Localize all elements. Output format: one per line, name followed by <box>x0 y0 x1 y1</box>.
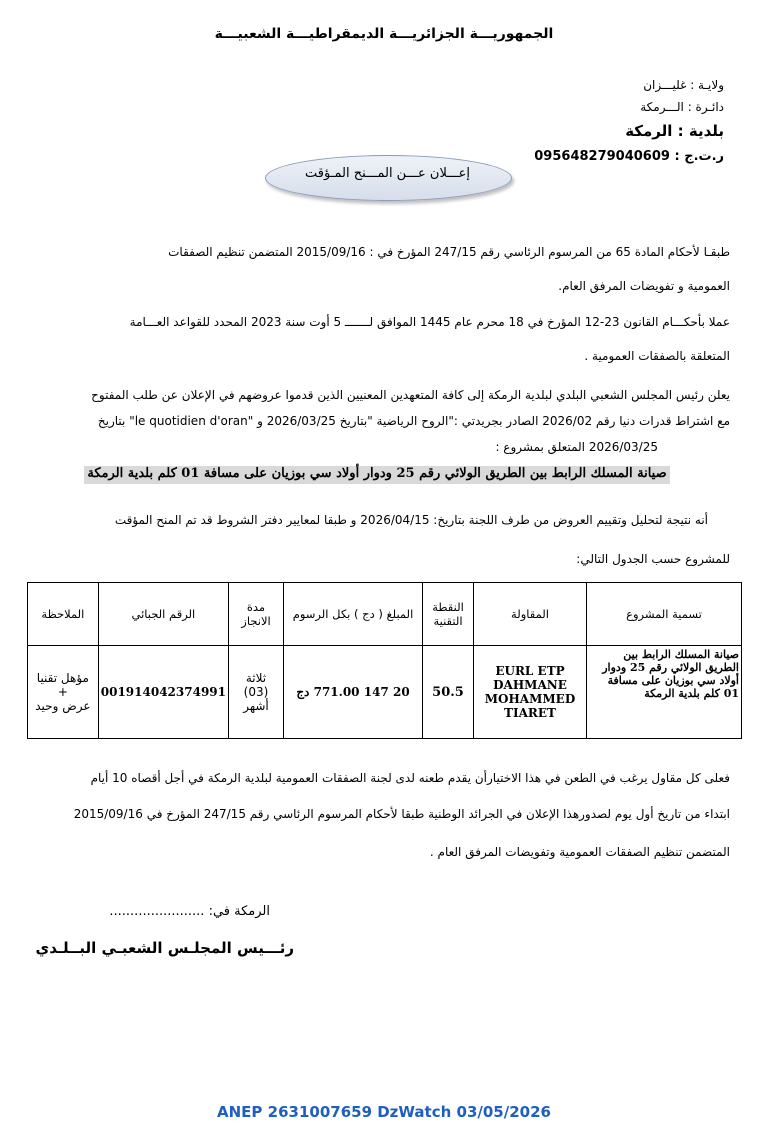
note-qualified: مؤهل تقنيا <box>36 671 89 685</box>
cell-duration <box>229 646 284 739</box>
header-tech-score: النقطة التقنية <box>423 583 474 646</box>
daira-line: دائـرة : الـــرمكة <box>640 100 724 114</box>
header-contractor: المقاولة <box>474 583 587 646</box>
paragraph-2-line-1: عملا بأحكـــام القانون 23-12 المؤرخ في 18 محرم عام 1445 الموافق لـــــــ 5 أوت سنة 2023 المحدد للقواعد العـــامة <box>129 315 730 329</box>
table-header-row <box>28 583 742 646</box>
cell-amount: 20 147 771.00 دج <box>284 646 423 739</box>
cell-project-name: صيانة المسلك الرابط بين الطريق الولائي رقم 25 ودوار أولاد سي بوزيان على مسافة 01 كلم بلدية الرمكة <box>587 646 742 739</box>
appeal-line-3: المتضمن تنظيم الصفقات العمومية وتفويضات المرفق العام . <box>429 845 730 859</box>
project-title-highlight: صيانة المسلك الرابط بين الطريق الولائي رقم 25 ودوار أولاد سي بوزيان على مسافة 01 كلم بلدية الرمكة <box>84 466 670 484</box>
place-date: الرمكة في: ....................... <box>109 904 270 919</box>
paragraph-4-line-1: أنه نتيجة لتحليل وتقييم العروض من طرف اللجنة بتاريخ: 2026/04/15 و طبقا لمعايير دفتر الشروط قد تم المنح المؤقت <box>114 513 708 527</box>
table-row <box>28 646 742 739</box>
cell-contractor: EURL ETP DAHMANE MOHAMMED TIARET <box>474 646 587 739</box>
header-amount: المبلغ ( دج ) بكل الرسوم <box>284 583 423 646</box>
duration-number: (03) <box>243 685 269 699</box>
wilaya-line: ولايـة : غليـــزان <box>643 78 724 92</box>
header-project-name: تسمية المشروع <box>587 583 742 646</box>
appeal-line-1: فعلى كل مقاول يرغب في الطعن في هذا الاختيارأن يقدم طعنه لدى لجنة الصفقات العمومية لبلدية الرمكة في أجل أقصاه 10 أيام <box>90 771 730 785</box>
cell-tech-score: 50.5 <box>423 646 474 739</box>
paragraph-1-line-1: طبقـا لأحكام المادة 65 من المرسوم الرئاسي رقم 247/15 المؤرخ في : 2015/09/16 المتضمن تنظيم الصفقات <box>168 245 730 259</box>
header-notes: الملاحظة <box>28 583 99 646</box>
republic-header: الجمهوريـــة الجزائريـــة الديمقراطيـــة الشعبيـــة <box>214 26 554 42</box>
duration-word: ثلاثة <box>245 671 267 685</box>
award-table <box>27 582 742 739</box>
cell-tax-number: 001914042374991 <box>98 646 228 739</box>
announcement-title: إعـــلان عـــن المـــنح المـؤقت <box>305 166 470 181</box>
paragraph-3-line-1: يعلن رئيس المجلس الشعبي البلدي لبلدية الرمكة إلى كافة المتعهدين المعنيين الذين قدموا عروضهم في الإعلان عن طلب المفتوح <box>91 388 730 402</box>
appeal-line-2: ابتداء من تاريخ أول يوم لصدورهذا الإعلان في الجرائد الوطنية طبقا لأحكام المرسوم الرئاسي رقم 247/15 المؤرخ في 2015/09/16 <box>73 807 730 821</box>
paragraph-3-line-2: مع اشتراط قدرات دنيا رقم 2026/02 الصادر بجريدتي :"الروح الرياضية "بتاريخ 2026/03/25 و "le quotidien d'oran" بتاريخ <box>97 414 730 428</box>
header-tax-number: الرقم الجبائي <box>98 583 228 646</box>
paragraph-2-line-2: المتعلقة بالصفقات العمومية . <box>584 349 730 363</box>
paragraph-3-line-3: 2026/03/25 المتعلق بمشروع : <box>495 440 658 454</box>
paragraph-1-line-2: العمومية و تفويضات المرفق العام. <box>558 279 730 293</box>
baladia-line: بلدية : الرمكة <box>625 122 724 140</box>
cell-notes <box>28 646 99 739</box>
footer-reference: ANEP 2631007659 DzWatch 03/05/2026 <box>217 1103 551 1121</box>
signer-title: رئـــيس المجلـس الشعبـي البــلـدي <box>35 939 294 957</box>
paragraph-4-line-2: للمشروع حسب الجدول التالي: <box>576 552 730 566</box>
duration-unit: أشهر <box>243 699 269 713</box>
tax-id-line: ر.ت.ج : 095648279040609 <box>534 149 724 164</box>
header-duration: مدة الانجاز <box>229 583 284 646</box>
note-plus: + <box>57 685 68 699</box>
note-single-offer: عرض وحيد <box>35 699 91 713</box>
